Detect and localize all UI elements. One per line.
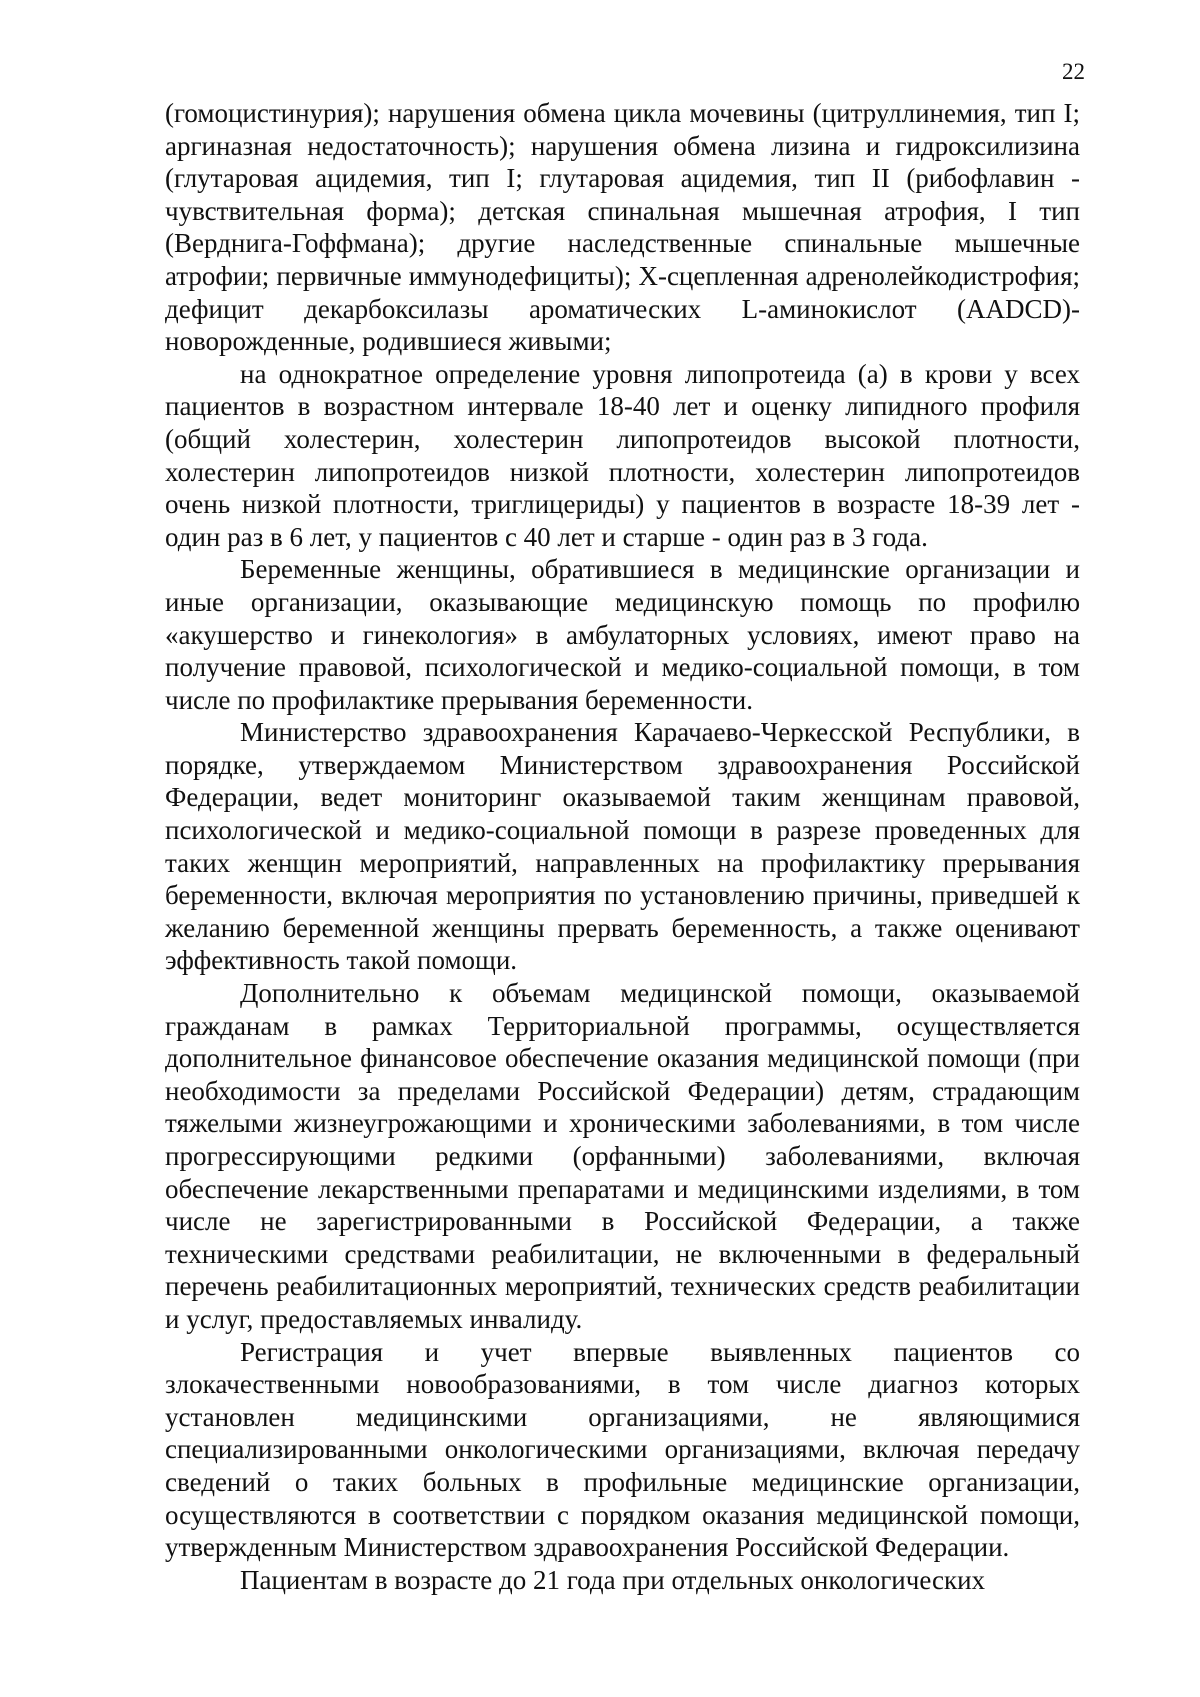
paragraph-lipid-profile: на однократное определение уровня липопротеида (а) в крови у всех пациентов в возрастном интервале 18-40 лет и оценку липидного профиля (общий холестерин, холестерин липопротеидов высокой плотности, холестерин липопротеидов низкой плотности, холестерин липопротеидов очень низкой плотности, триглицериды) у пациентов в возрасте 18-39 лет - один раз в 6 лет, у пациентов с 40 лет и старше - один раз в 3 года. (165, 358, 1080, 552)
paragraph-pregnant-women: Беременные женщины, обратившиеся в медицинские организации и иные организации, оказывающие медицинскую помощь по профилю «акушерство и гинекология» в амбулаторных условиях, имеют право на получение правовой, психологической и медико-социальной помощи, в том числе по профилактике прерывания беременности. (165, 554, 1080, 715)
paragraph-oncology-registration: Регистрация и учет впервые выявленных пациентов со злокачественными новообразованиями, в том числе диагноз которых установлен медицинскими организациями, не являющимися специализированными онкологическими организациями, включая передачу сведений о таких больных в профильные медицинские организации, осуществляются в соответствии с порядком оказания медицинской помощи, утвержденным Министерством здравоохранения Российской Федерации. (165, 1336, 1080, 1563)
paragraph-continuation: (гомоцистинурия); нарушения обмена цикла мочевины (цитруллинемия, тип I; аргиназная недостаточность); нарушения обмена лизина и гидроксилизина (глутаровая ацидемия, тип I; глутаровая ацидемия, тип II (рибофлавин - чувствительная форма); детская спинальная мышечная атрофия, I тип (Верднига-Гоффмана); другие наследственные спинальные мышечные атрофии; первичные иммунодефициты); Х-сцепленная адренолейкодистрофия; дефицит декарбоксилазы ароматических L-аминокислот (AADCD)- новорожденные, родившиеся живыми; (165, 98, 1080, 357)
paragraph-patients-under-21: Пациентам в возрасте до 21 года при отдельных онкологических (240, 1564, 986, 1595)
document-body (165, 97, 1080, 1596)
paragraph-additional-funding: Дополнительно к объемам медицинской помощи, оказываемой гражданам в рамках Территориальной программы, осуществляется дополнительное финансовое обеспечение оказания медицинской помощи (при необходимости за пределами Российской Федерации) детям, страдающим тяжелыми жизнеугрожающими и хроническими заболеваниями, в том числе прогрессирующими редкими (орфанными) заболеваниями, включая обеспечение лекарственными препаратами и медицинскими изделиями, в том числе не зарегистрированными в Российской Федерации, а также техническими средствами реабилитации, не включенными в федеральный перечень реабилитационных мероприятий, технических средств реабилитации и услуг, предоставляемых инвалиду. (165, 978, 1080, 1334)
page-number: 22 (1062, 59, 1085, 84)
paragraph-ministry-monitoring: Министерство здравоохранения Карачаево-Черкесской Республики, в порядке, утверждаемом Министерством здравоохранения Российской Федерации, ведет мониторинг оказываемой таким женщинам правовой, психологической и медико-социальной помощи в разрезе проведенных для таких женщин мероприятий, направленных на профилактику прерывания беременности, включая мероприятия по установлению причины, приведшей к желанию беременной женщины прервать беременность, а также оценивают эффективность такой помощи. (165, 717, 1080, 976)
